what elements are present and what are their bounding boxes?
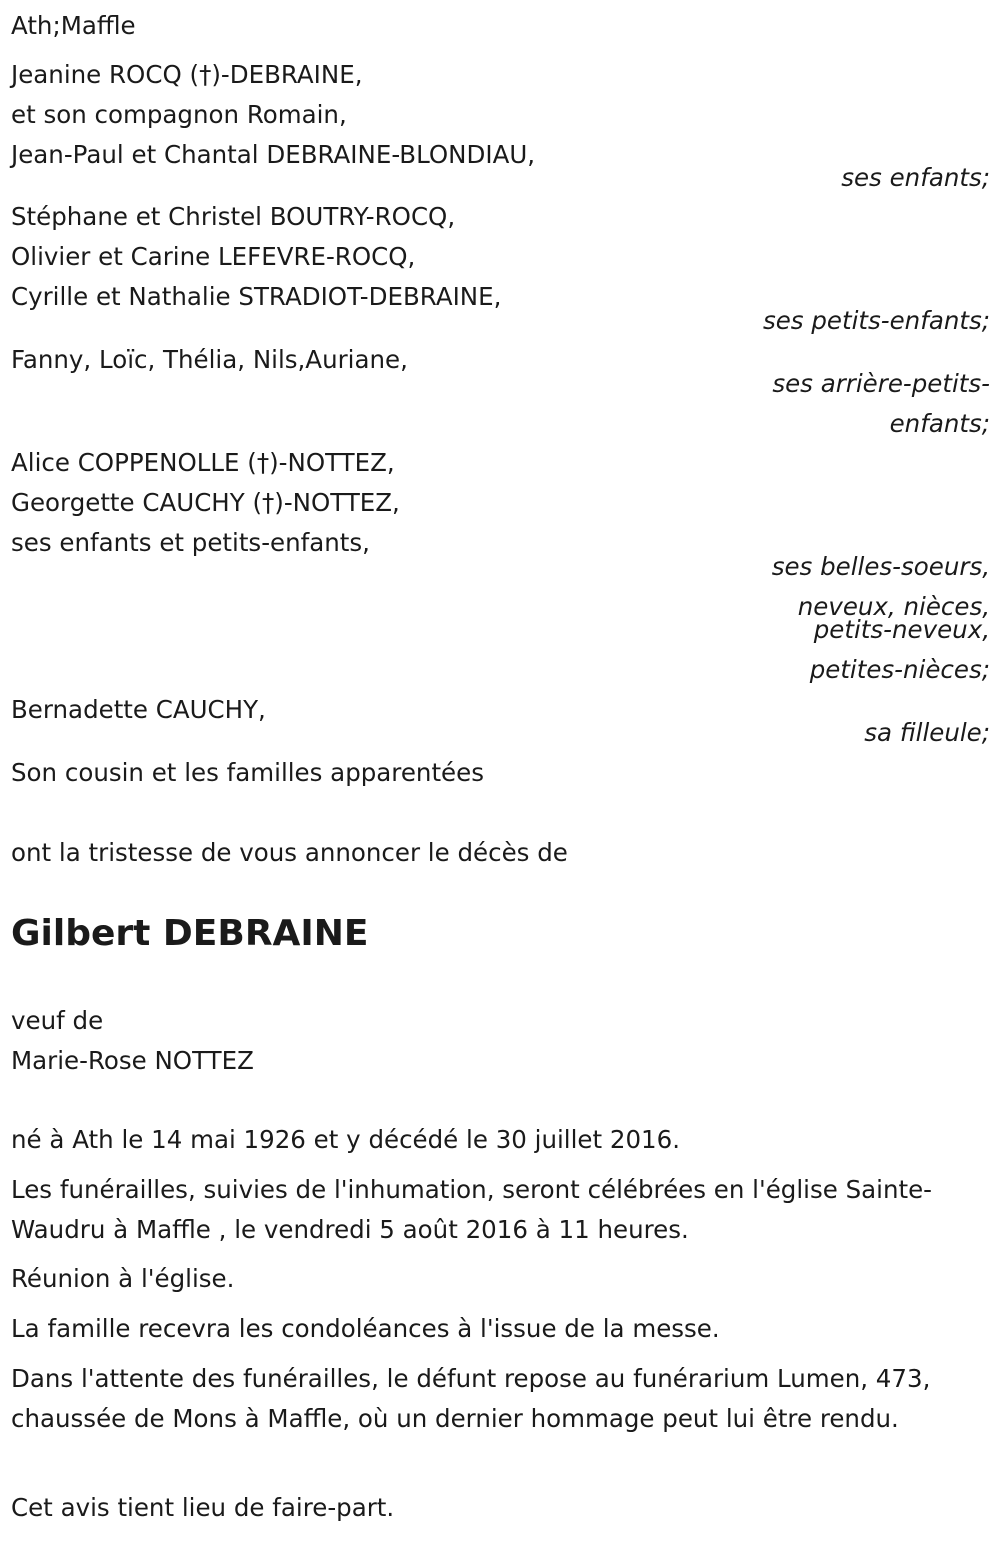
relation-great-grandchildren-1: ses arrière-petits- — [772, 369, 990, 398]
relation-sisters-in-law-3: petits-neveux, — [813, 615, 990, 644]
cousin-line: Son cousin et les familles apparentées — [11, 758, 484, 787]
location: Ath;Maffle — [11, 11, 136, 40]
spouse-name: Marie-Rose NOTTEZ — [11, 1046, 254, 1075]
notice-info: Cet avis tient lieu de faire-part. — [11, 1493, 395, 1522]
child-line-3: Jean-Paul et Chantal DEBRAINE-BLONDIAU, — [11, 140, 536, 169]
grandchild-line-2: Olivier et Carine LEFEVRE-ROCQ, — [11, 242, 416, 271]
relation-children: ses enfants; — [841, 163, 990, 192]
relation-grandchildren: ses petits-enfants; — [762, 306, 990, 335]
announcement: ont la tristesse de vous annoncer le décès de — [11, 838, 568, 867]
relation-sisters-in-law-2: neveux, nièces, — [797, 592, 990, 621]
great-grandchildren-line: Fanny, Loïc, Thélia, Nils,Auriane, — [11, 345, 408, 374]
grandchild-line-1: Stéphane et Christel BOUTRY-ROCQ, — [11, 202, 456, 231]
relation-goddaughter: sa filleule; — [864, 718, 990, 747]
sister-in-law-line-2: Georgette CAUCHY (†)-NOTTEZ, — [11, 488, 400, 517]
relation-sisters-in-law-1: ses belles-soeurs, — [771, 552, 990, 581]
deceased-name: Gilbert DEBRAINE — [11, 913, 369, 954]
child-line-1: Jeanine ROCQ (†)-DEBRAINE, — [11, 60, 363, 89]
child-line-2: et son compagnon Romain, — [11, 100, 347, 129]
sister-in-law-line-3: ses enfants et petits-enfants, — [11, 528, 370, 557]
repose-info: Dans l'attente des funérailles, le défunt repose au funérarium Lumen, 473, chaussée de Mons à Maffle, où un dernier hommage peut lui être rendu. — [11, 1364, 931, 1433]
birth-death-info: né à Ath le 14 mai 1926 et y décédé le 30 juillet 2016. — [11, 1125, 681, 1154]
grandchild-line-3: Cyrille et Nathalie STRADIOT-DEBRAINE, — [11, 282, 502, 311]
widower-of-label: veuf de — [11, 1006, 104, 1035]
funeral-info: Les funérailles, suivies de l'inhumation, seront célébrées en l'église Sainte-Waudru à Maffle , le vendredi 5 août 2016 à 11 heures. — [11, 1175, 932, 1244]
meeting-info: Réunion à l'église. — [11, 1264, 235, 1293]
sister-in-law-line-1: Alice COPPENOLLE (†)-NOTTEZ, — [11, 448, 395, 477]
relation-great-grandchildren-2: enfants; — [889, 409, 990, 438]
relation-sisters-in-law-4: petites-nièces; — [809, 655, 990, 684]
condolences-info: La famille recevra les condoléances à l'issue de la messe. — [11, 1314, 720, 1343]
goddaughter-line: Bernadette CAUCHY, — [11, 695, 266, 724]
